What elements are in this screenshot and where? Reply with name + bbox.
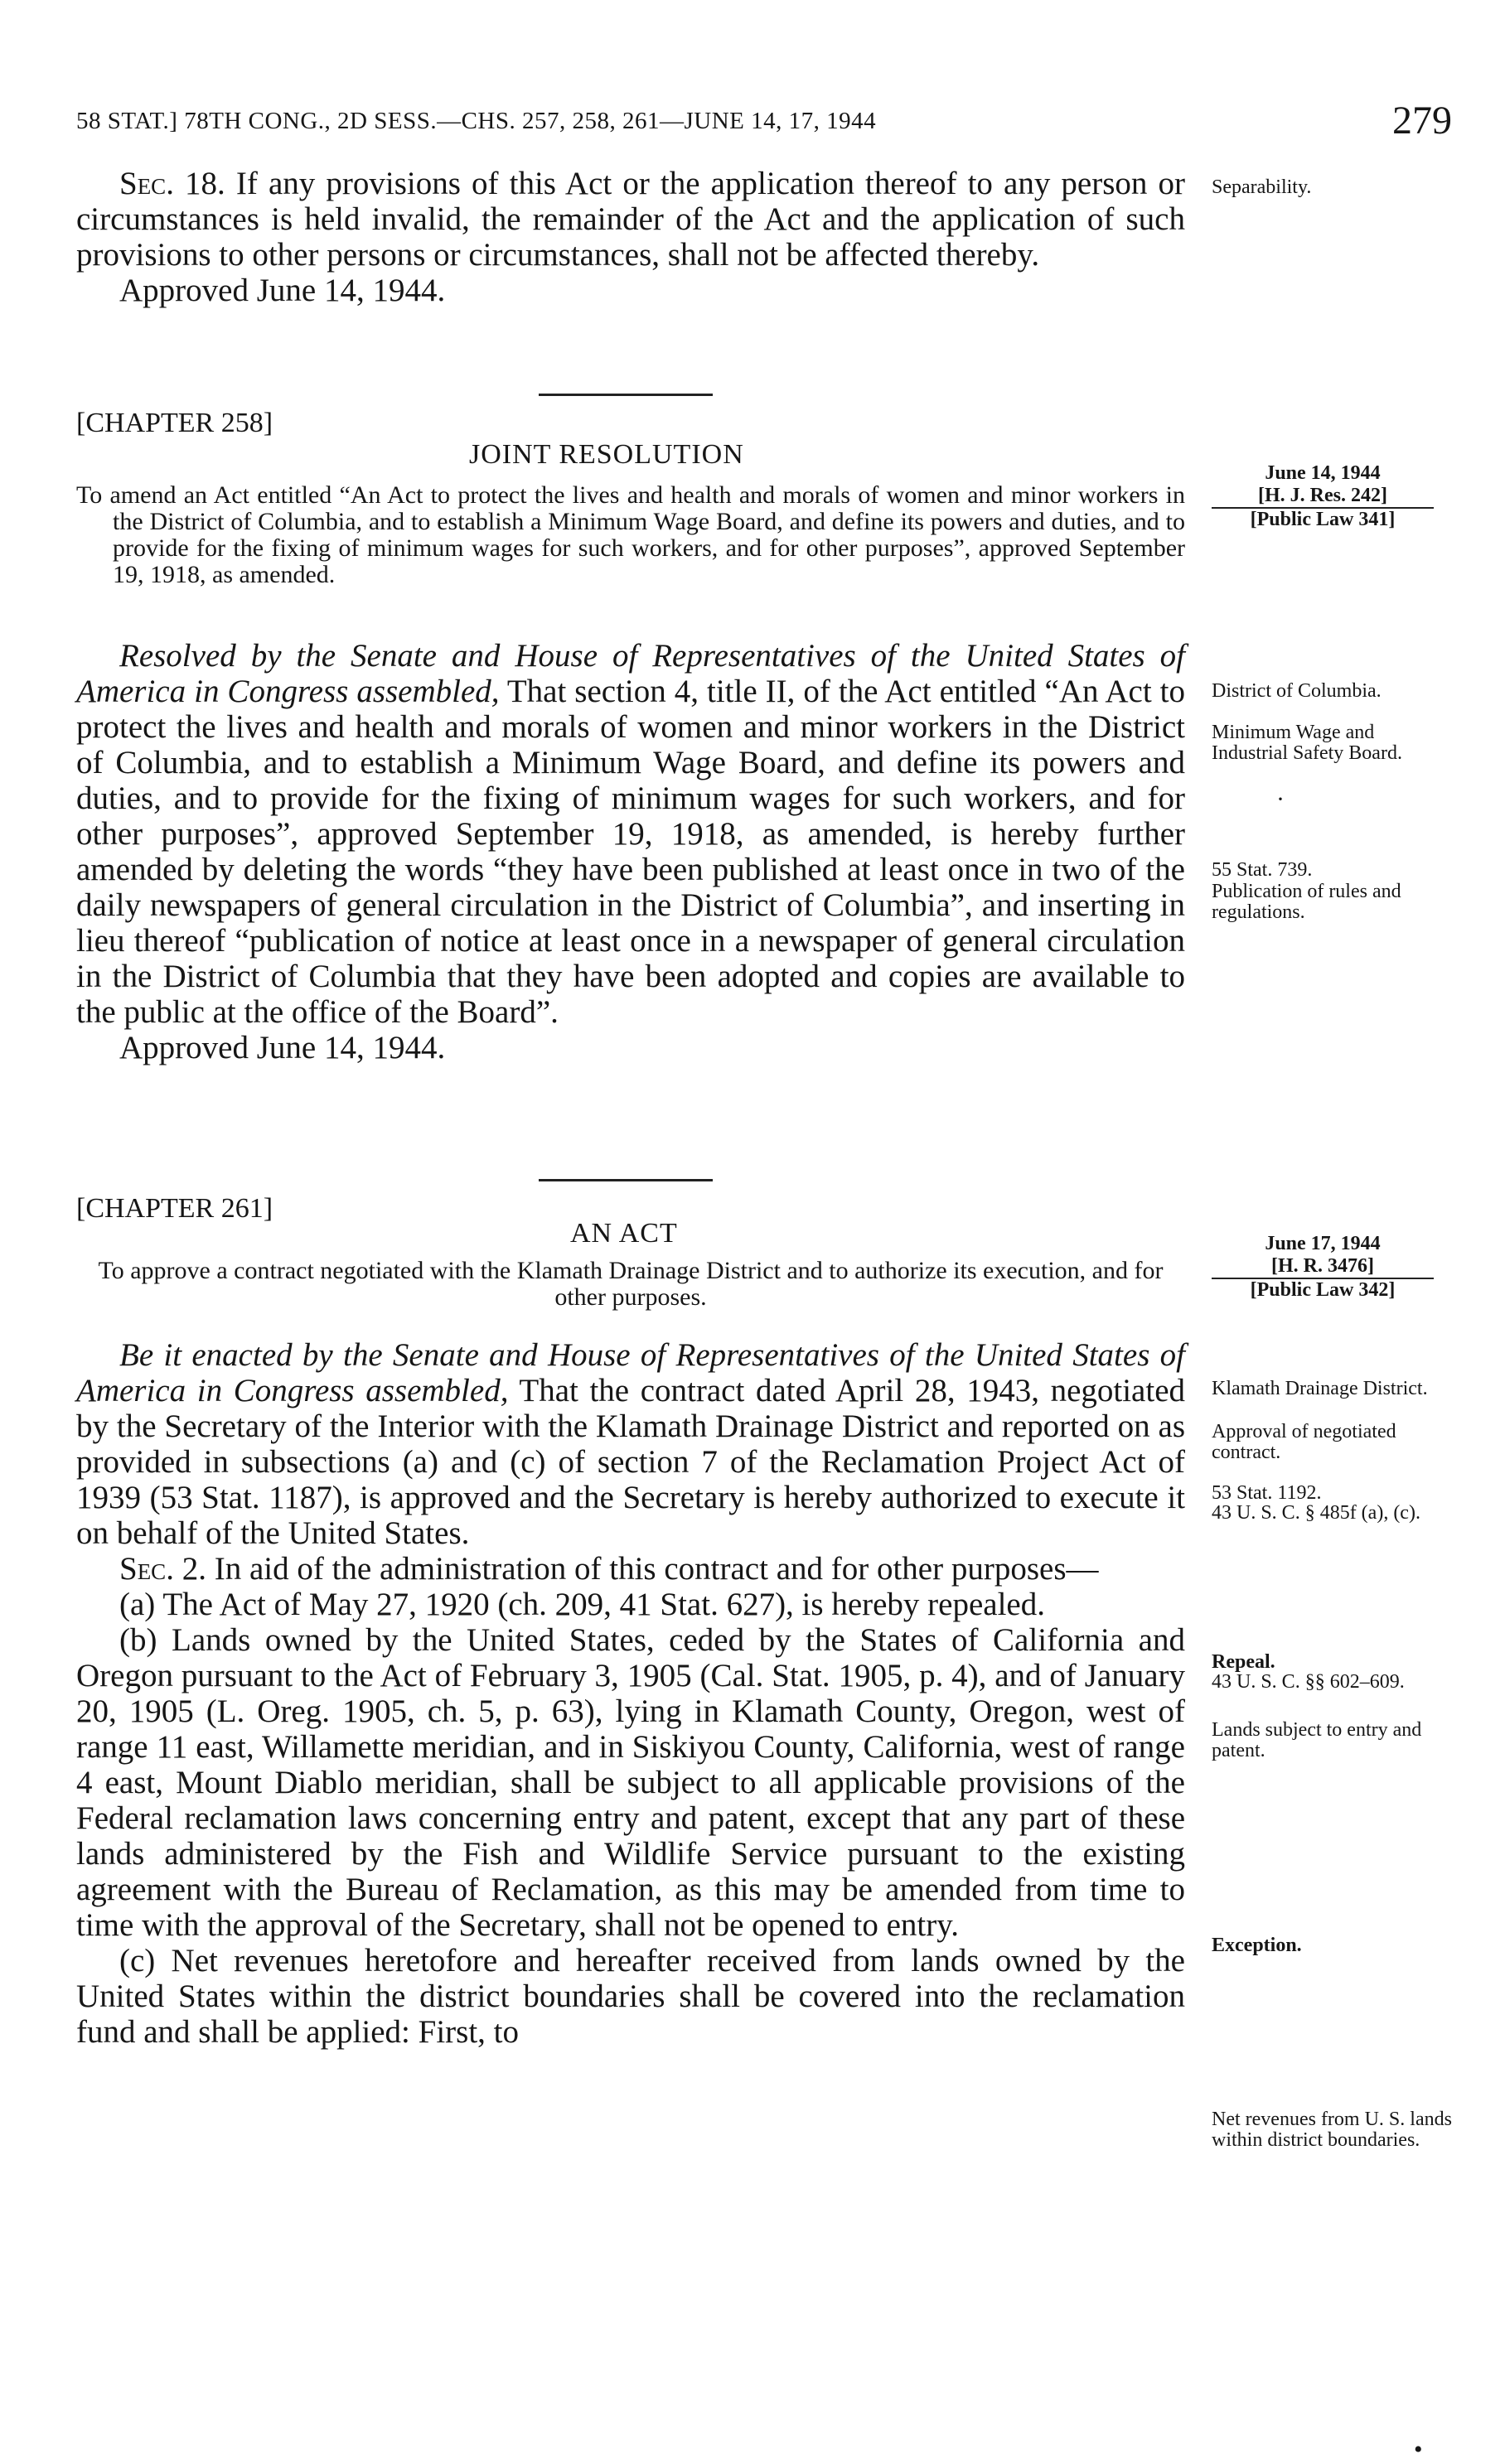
chapter-258-text: That section 4, title II, of the Act entitled “An Act to protect the lives and health and morals of women and minor workers in the District of Columbia, and to establish a Minimum Wage Board, and define its powers and duties, and to provide for the fixing of minimum wages for such workers, and for other purposes”, approved September 19, 1918, as amended, is hereby further amended by deleting the words “they have been published at least once in two of the daily newspapers of general circulation in the District of Columbia”, and inserting in lieu thereof “publication of notice at least once in a newspaper of general circulation in the District of Columbia that they have been adopted and copies are available to the public at the office of the Board”. — [76, 674, 1185, 1030]
chapter-258-date: June 14, 1944 — [1265, 462, 1381, 484]
section-18 — [76, 166, 1185, 308]
chapter-261-caption: To approve a contract negotiated with the Klamath Drainage District and to authorize its execution, and for other purposes. — [98, 1257, 1164, 1311]
margin-note-separability: Separability. — [1212, 176, 1312, 198]
section-18-text — [76, 166, 1185, 273]
chapter-261-caption-block — [76, 1258, 1185, 1311]
chapter-261-body — [76, 1337, 1185, 2050]
stray-mark: • — [1414, 2436, 1423, 2463]
margin-note-net-revenues: Net revenues from U. S. lands within district boundaries. — [1212, 2109, 1452, 2151]
chapter-261-label: [CHAPTER 261] — [76, 1193, 273, 1224]
chapter-258-caption: To amend an Act entitled “An Act to protect the lives and health and morals of women and minor workers in the District of Columbia, and to establish a Minimum Wage Board, and define its powers and duties, and to provide for the fixing of minimum wages for such workers, and for other purposes”, approved September 19, 1918, as amended. — [76, 481, 1185, 588]
chapter-261-date: June 17, 1944 — [1265, 1233, 1381, 1254]
stray-mark: · — [1276, 785, 1285, 813]
chapter-258-caption-block — [76, 482, 1185, 588]
chapter-261-public-law: [Public Law 342] — [1250, 1279, 1396, 1301]
margin-note-minimum-wage: Minimum Wage and Industrial Safety Board. — [1212, 722, 1402, 764]
paragraph-a: (a) The Act of May 27, 1920 (ch. 209, 41 Stat. 627), is hereby repealed. — [119, 1587, 1045, 1622]
divider-rule — [539, 394, 713, 396]
running-head-citation: 58 STAT.] 78TH CONG., 2D SESS.—CHS. 257, 258, 261—JUNE 14, 17, 1944 — [76, 108, 877, 134]
margin-note-usc-602: 43 U. S. C. §§ 602–609. — [1212, 1671, 1405, 1693]
enacting-clause: Be it enacted by the Senate and House of Representatives of the United States of America in Congress assembled, — [76, 1337, 1185, 1408]
chapter-261-enactment — [76, 1337, 1185, 1551]
chapter-261-text: That the contract dated April 28, 1943, negotiated by the Secretary of the Interior with the Klamath Drainage District and reported on as provided in subsections (a) and (c) of section 7 of the Reclamation Project Act of 1939 (53 Stat. 1187), is approved and the Secretary is hereby authorized to execute it on behalf of the United States. — [76, 1373, 1186, 1551]
chapter-261-bill-block — [1212, 1233, 1434, 1302]
approved-line: Approved June 14, 1944. — [119, 273, 446, 308]
paragraph-b: (b) Lands owned by the United States, ceded by the States of California and Oregon pursuant to the Act of February 3, 1905 (Cal. Stat. 1905, p. 4), and of January 20, 1905 (L. Oreg. 1905, ch. 5, p. 63), lying in Klamath County, Oregon, west of range 11 east, Willamette meridian, and in Siskiyou County, California, west of range 4 east, Mount Diablo meridian, shall be subject to all applicable provisions of the Federal reclamation laws concerning entry and patent, except that any part of these lands administered by the Fish and Wildlife Service pursuant to the existing agreement with the Bureau of Reclamation, as this may be amended from time to time with the approval of the Secretary, shall not be opened to entry. — [76, 1622, 1185, 1943]
margin-note-approval: Approval of negotiated contract. — [1212, 1421, 1396, 1463]
chapter-258-body — [76, 638, 1185, 1065]
margin-note-klamath: Klamath Drainage District. — [1212, 1378, 1428, 1399]
margin-note-lands: Lands subject to entry and patent. — [1212, 1719, 1422, 1761]
resolving-clause: Resolved by the Senate and House of Representatives of the United States of America in Congress assembled, — [76, 638, 1185, 709]
margin-note-district: District of Columbia. — [1212, 680, 1382, 702]
sec2-text: 2. In aid of the administration of this contract and for other purposes— — [173, 1551, 1099, 1587]
chapter-258-public-law: [Public Law 341] — [1250, 509, 1396, 530]
paragraph-c: (c) Net revenues heretofore and hereafter received from lands owned by the United States within the district boundaries shall be covered into the reclamation fund and shall be applied: First, to — [76, 1943, 1185, 2050]
chapter-258-bill-block — [1212, 462, 1434, 531]
margin-note-usc-485f: 43 U. S. C. § 485f (a), (c). — [1212, 1502, 1420, 1524]
chapter-258-label: [CHAPTER 258] — [76, 408, 273, 438]
section-label: Sec. — [119, 166, 174, 201]
chapter-261-sec2 — [76, 1551, 1185, 1587]
margin-note-exception: Exception. — [1212, 1935, 1302, 1956]
margin-note-publication: Publication of rules and regulations. — [1212, 881, 1401, 923]
chapter-258-bill: [H. J. Res. 242] — [1212, 485, 1434, 509]
section-label: Sec. — [119, 1551, 174, 1587]
approved-line: Approved June 14, 1944. — [119, 1030, 446, 1065]
page-number: 279 — [1392, 99, 1452, 143]
chapter-258-title: JOINT RESOLUTION — [469, 439, 744, 470]
margin-note-stat-739: 55 Stat. 739. — [1212, 859, 1313, 881]
running-head — [76, 98, 1452, 147]
chapter-258-resolution — [76, 638, 1185, 1030]
section-18-body: 18. If any provisions of this Act or the application thereof to any person or circumstances is held invalid, the remainder of the Act and the application of such provisions to other persons or circumstances, shall not be affected thereby. — [76, 166, 1185, 273]
divider-rule — [539, 1179, 713, 1181]
margin-note-53-stat: 53 Stat. 1192. — [1212, 1482, 1322, 1504]
chapter-261-title: AN ACT — [570, 1218, 678, 1249]
chapter-261-bill: [H. R. 3476] — [1212, 1255, 1434, 1279]
margin-note-repeal: Repeal. — [1212, 1651, 1275, 1673]
